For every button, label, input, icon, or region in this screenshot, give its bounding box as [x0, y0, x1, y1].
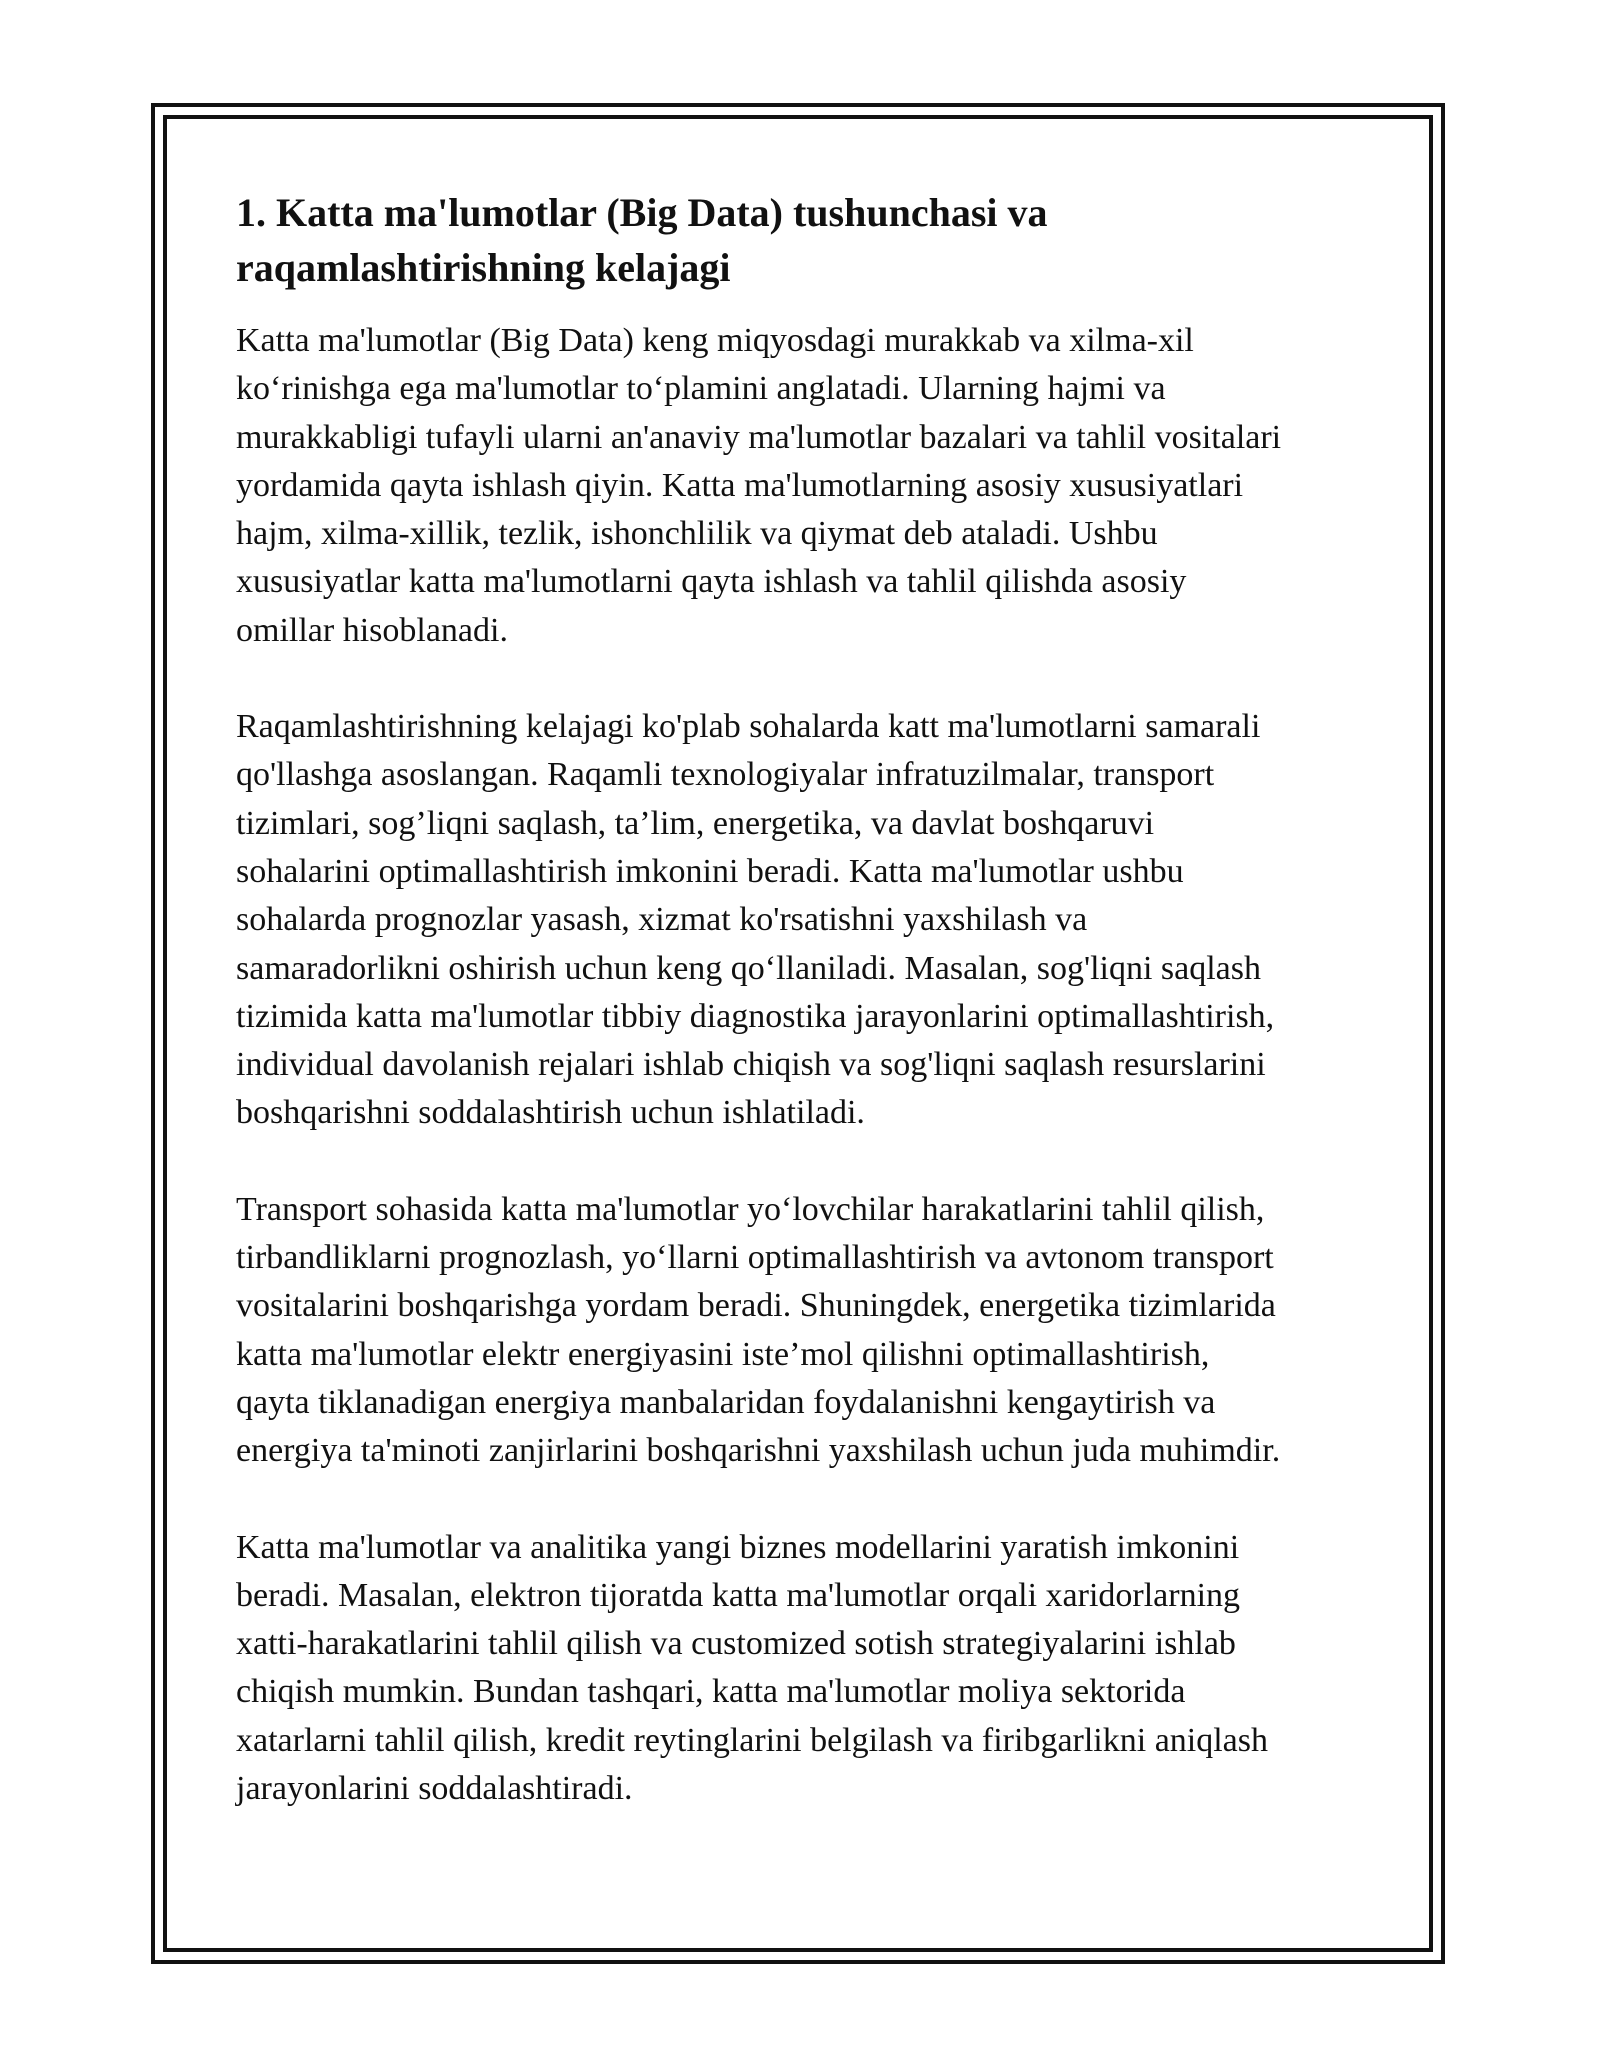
- text-line: hajm, xilma-xillik, tezlik, ishonchlilik va qiymat deb ataladi. Ushbu: [236, 515, 1158, 553]
- paragraph-transport-energy: [236, 1186, 1386, 1476]
- text-line: boshqarishni soddalashtirish uchun ishlatiladi.: [236, 1094, 865, 1132]
- text-line: beradi. Masalan, elektron tijoratda katta ma'lumotlar orqali xaridorlarning: [236, 1576, 1241, 1614]
- text-line: xatarlarni tahlil qilish, kredit reytinglarini belgilash va firibgarlikni aniqlash: [236, 1721, 1269, 1759]
- text-line: katta ma'lumotlar elektr energiyasini iste’mol qilishni optimallashtirish,: [236, 1335, 1210, 1373]
- text-line: Katta ma'lumotlar va analitika yangi biznes modellarini yaratish imkonini: [236, 1528, 1240, 1566]
- document-content: [236, 185, 1386, 1861]
- text-line: jarayonlarini soddalashtiradi.: [236, 1770, 633, 1808]
- text-line: sohalarini optimallashtirish imkonini beradi. Katta ma'lumotlar ushbu: [236, 852, 1184, 890]
- text-line: yordamida qayta ishlash qiyin. Katta ma'lumotlarning asosiy xususiyatlari: [236, 466, 1244, 504]
- paragraph-digitalization-future: [236, 703, 1386, 1138]
- text-line: omillar hisoblanadi.: [236, 611, 508, 649]
- text-line: energiya ta'minoti zanjirlarini boshqarishni yaxshilash uchun juda muhimdir.: [236, 1432, 1281, 1470]
- text-line: Katta ma'lumotlar (Big Data) keng miqyosdagi murakkab va xilma-xil: [236, 322, 1194, 359]
- text-line: murakkabligi tufayli ularni an'anaviy ma'lumotlar bazalari va tahlil vositalari: [236, 418, 1282, 456]
- text-line: sohalarda prognozlar yasash, xizmat ko'rsatishni yaxshilash va: [236, 901, 1088, 939]
- text-line: Transport sohasida katta ma'lumotlar yo‘lovchilar harakatlarini tahlil qilish,: [236, 1190, 1265, 1228]
- text-line: tizimida katta ma'lumotlar tibbiy diagnostika jarayonlarini optimallashtirish,: [236, 997, 1275, 1035]
- text-line: ko‘rinishga ega ma'lumotlar to‘plamini anglatadi. Ularning hajmi va: [236, 370, 1166, 408]
- text-line: individual davolanish rejalari ishlab chiqish va sog'liqni saqlash resurslarini: [236, 1046, 1266, 1084]
- heading-line: raqamlashtirishning kelajagi: [236, 245, 731, 290]
- text-line: tizimlari, sog’liqni saqlash, ta’lim, energetika, va davlat boshqaruvi: [236, 804, 1155, 842]
- paragraph-business-models: [236, 1524, 1386, 1814]
- text-line: vositalarini boshqarishga yordam beradi. Shuningdek, energetika tizimlarida: [236, 1287, 1276, 1325]
- text-line: chiqish mumkin. Bundan tashqari, katta ma'lumotlar moliya sektorida: [236, 1673, 1186, 1711]
- text-line: xususiyatlar katta ma'lumotlarni qayta ishlash va tahlil qilishda asosiy: [236, 563, 1187, 601]
- text-line: samaradorlikni oshirish uchun keng qo‘llaniladi. Masalan, sog'liqni saqlash: [236, 949, 1261, 987]
- section-heading: [236, 185, 1386, 295]
- paragraph-big-data-definition: [236, 317, 1386, 655]
- text-line: qo'llashga asoslangan. Raqamli texnologiyalar infratuzilmalar, transport: [236, 756, 1215, 794]
- text-line: tirbandliklarni prognozlash, yo‘llarni optimallashtirish va avtonom transport: [236, 1239, 1274, 1277]
- text-line: xatti-harakatlarini tahlil qilish va customized sotish strategiyalarini ishlab: [236, 1625, 1236, 1663]
- heading-line: 1. Katta ma'lumotlar (Big Data) tushunchasi va: [236, 190, 1048, 235]
- text-line: Raqamlashtirishning kelajagi ko'plab sohalarda katt ma'lumotlarni samarali: [236, 708, 1261, 746]
- text-line: qayta tiklanadigan energiya manbalaridan foydalanishni kengaytirish va: [236, 1383, 1216, 1421]
